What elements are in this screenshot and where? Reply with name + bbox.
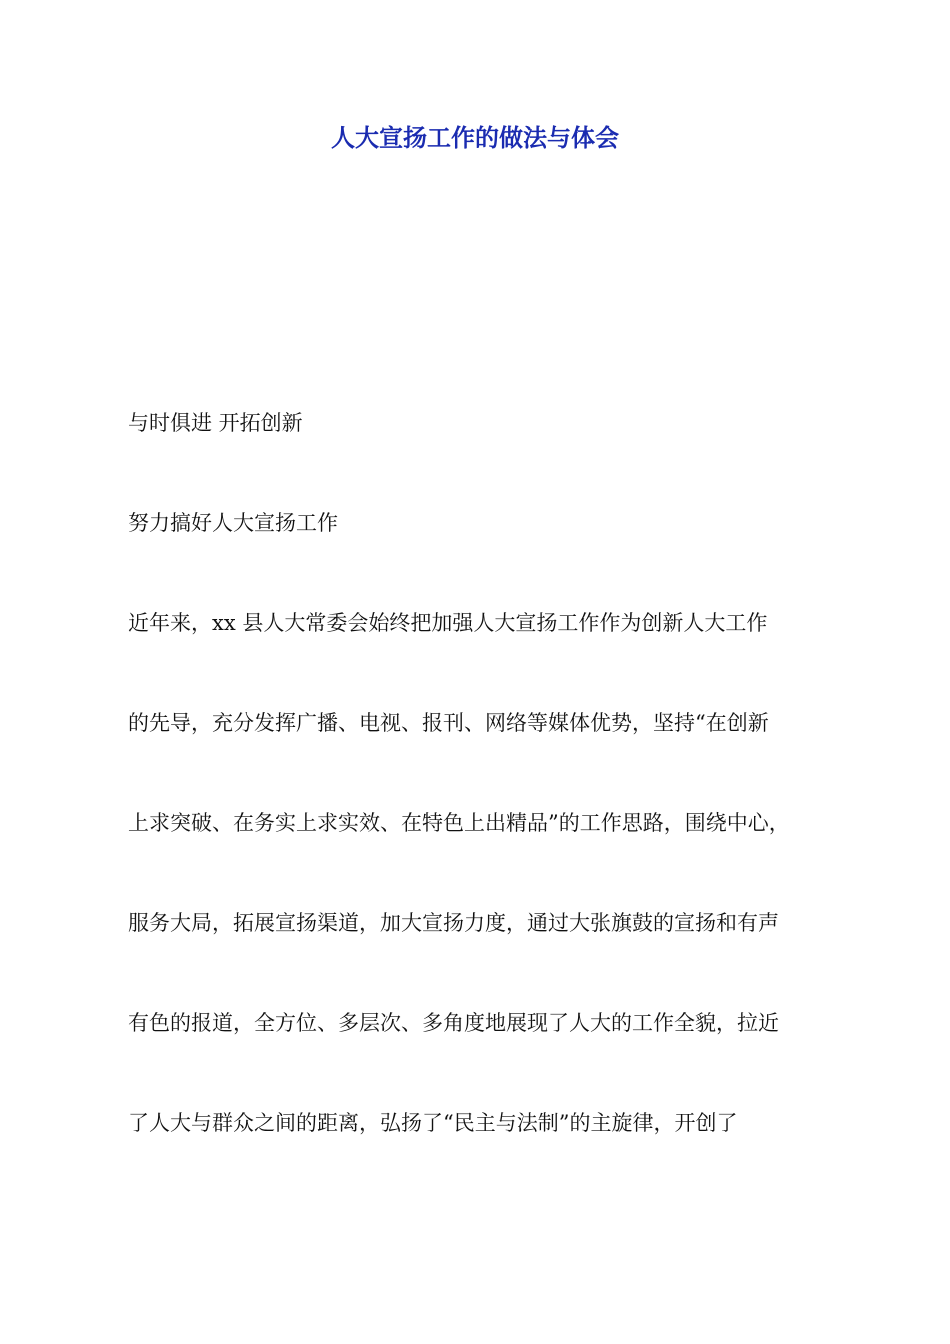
body-line-1: 近年来，xx 县人大常委会始终把加强人大宣扬工作作为创新人大工作 bbox=[128, 611, 768, 635]
body-line-3: 上求突破、在务实上求实效、在特色上出精品”的工作思路，围绕中心， bbox=[128, 811, 790, 835]
body-line-2: 的先导，充分发挥广播、电视、报刊、网络等媒体优势，坚持“在创新 bbox=[128, 711, 769, 735]
body-line-6: 了人大与群众之间的距离，弘扬了“民主与法制”的主旋律，开创了 bbox=[128, 1111, 738, 1135]
body-line-4: 服务大局，拓展宣扬渠道，加大宣扬力度，通过大张旗鼓的宣扬和有声 bbox=[128, 911, 779, 935]
body-line-5: 有色的报道，全方位、多层次、多角度地展现了人大的工作全貌，拉近 bbox=[128, 1011, 779, 1035]
heading-line-2: 努力搞好人大宣扬工作 bbox=[128, 511, 338, 535]
heading-line-1: 与时俱进 开拓创新 bbox=[128, 411, 303, 435]
document-title: 人大宣扬工作的做法与体会 bbox=[331, 124, 619, 152]
